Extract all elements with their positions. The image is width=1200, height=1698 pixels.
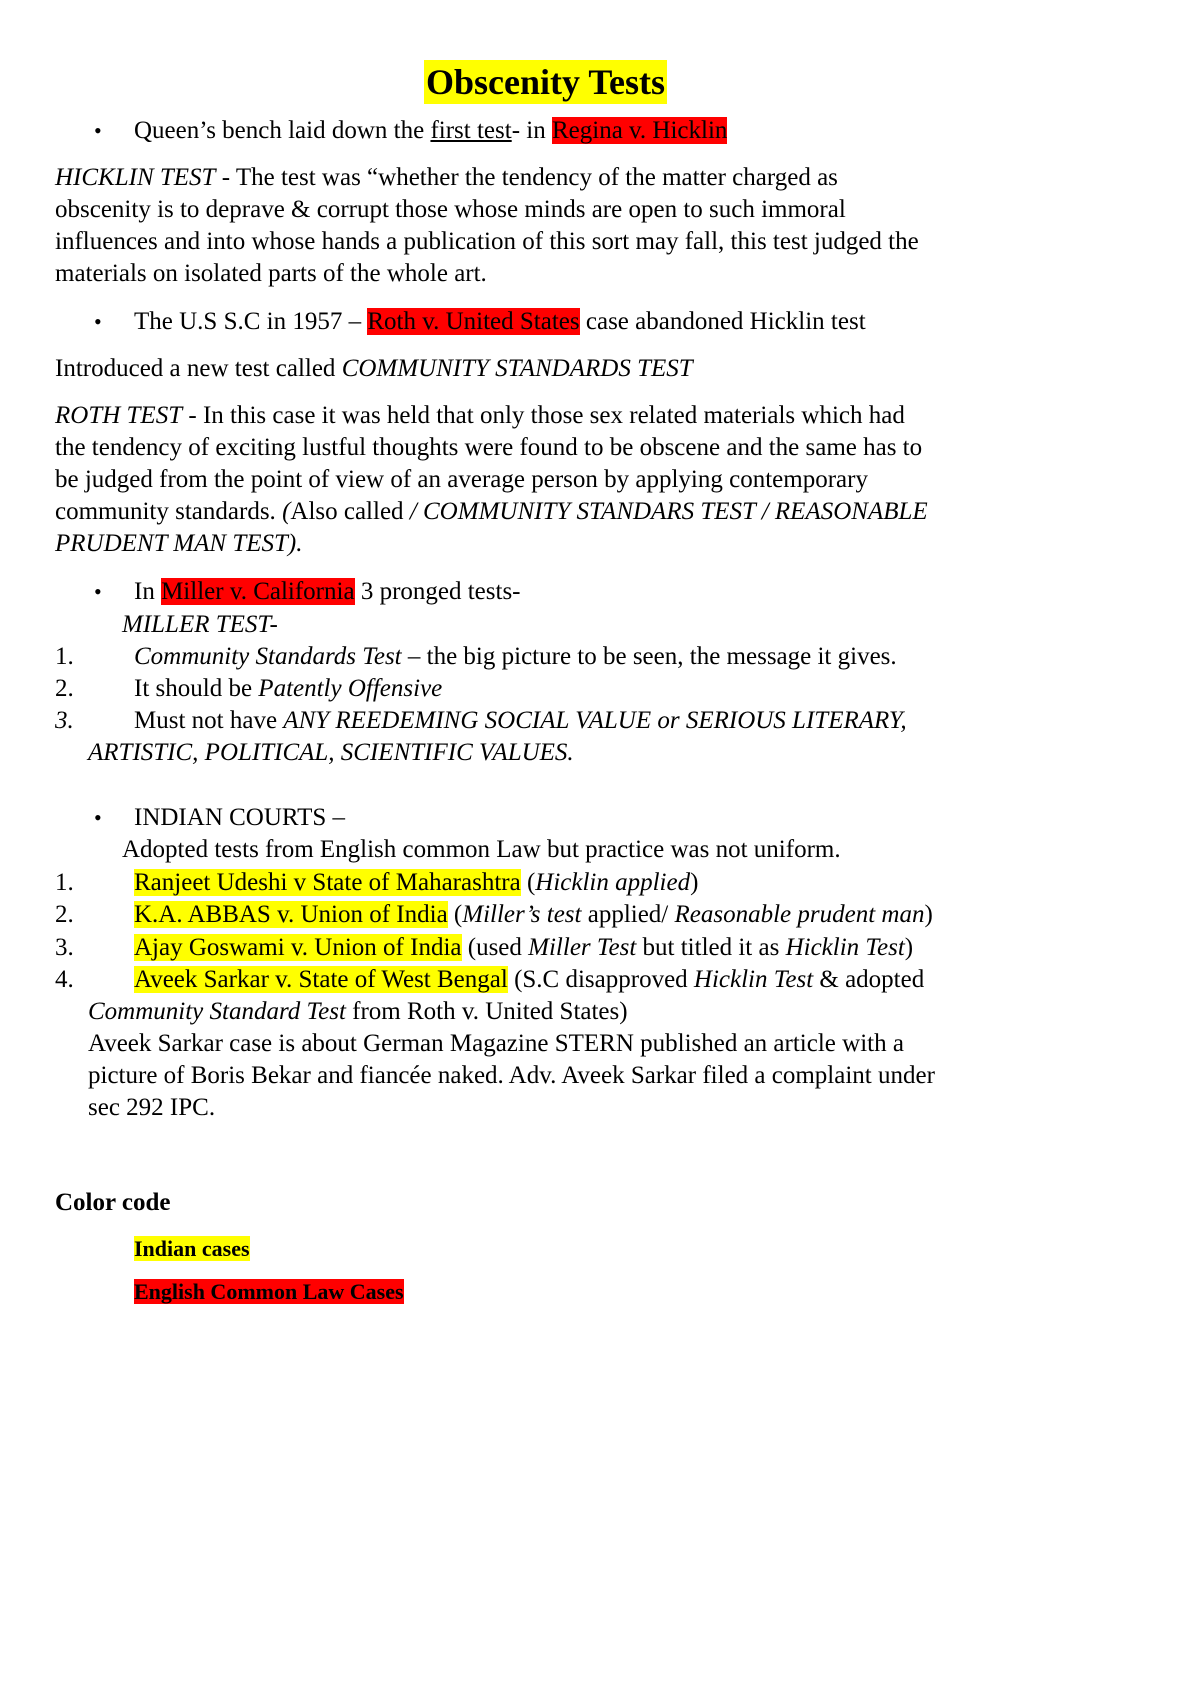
- bullet-3-text: In: [134, 578, 162, 605]
- bullet-icon: •: [94, 309, 102, 334]
- indian-item-4: [134, 965, 924, 995]
- color-code-indian: [134, 1234, 250, 1264]
- community-standard-test-label: Community Standard Test: [88, 998, 346, 1025]
- hicklin-test-label: HICKLIN TEST: [55, 164, 216, 191]
- indian-item-4-a: (S.C disapproved: [507, 966, 694, 993]
- indian-item-3-a: (used: [461, 934, 529, 961]
- miller-item-2-text: It should be: [134, 675, 259, 702]
- indian-courts-sub: Adopted tests from English common Law but practice was not uniform.: [122, 836, 841, 863]
- miller-item-1-italic: Community Standards Test: [134, 643, 402, 670]
- page-title: Obscenity Tests: [426, 62, 666, 102]
- hicklin-line-4: materials on isolated parts of the whole art.: [55, 260, 487, 287]
- hicklin-line-3: influences and into whose hands a publication of this sort may fall, this test judged the: [55, 228, 919, 255]
- case-ka-abbas: K.A. ABBAS v. Union of India: [134, 901, 448, 928]
- indian-item-2-b: applied/: [581, 901, 675, 928]
- list-number: 4.: [55, 966, 74, 993]
- community-standards-test-label: COMMUNITY STANDARDS TEST: [341, 355, 693, 382]
- miller-test-heading: MILLER TEST-: [122, 611, 278, 638]
- aveek-para-line-1: Aveek Sarkar case is about German Magazine STERN published an article with a: [88, 1030, 904, 1057]
- indian-item-2-a: (: [447, 901, 463, 928]
- bullet-4: INDIAN COURTS –: [134, 804, 345, 831]
- bullet-2: [134, 307, 866, 337]
- indian-item-3-c: ): [904, 934, 914, 961]
- list-number: 1.: [55, 869, 74, 896]
- roth-text-4b: (: [282, 498, 291, 525]
- roth-test-label: ROTH TEST: [55, 402, 183, 429]
- case-aveek-sarkar: Aveek Sarkar v. State of West Bengal: [134, 966, 508, 993]
- roth-text-4c: Also called: [290, 498, 410, 525]
- list-number: 2.: [55, 901, 74, 928]
- list-number: 1.: [55, 643, 74, 670]
- case-roth-v-united-states: Roth v. United States: [367, 308, 580, 335]
- indian-item-2-italic-1: Miller’s test: [462, 901, 582, 928]
- miller-item-2: [134, 674, 442, 704]
- roth-text-4a: community standards.: [55, 498, 283, 525]
- bullet-2-after: case abandoned Hicklin test: [579, 308, 866, 335]
- roth-text-1: - In this case it was held that only those sex related materials which had: [182, 402, 905, 429]
- aveek-para-line-3: sec 292 IPC.: [88, 1094, 216, 1121]
- miller-item-3-cont: ARTISTIC, POLITICAL, SCIENTIFIC VALUES.: [88, 739, 574, 766]
- list-number: 3.: [55, 707, 74, 734]
- miller-item-1-rest: – the big picture to be seen, the message it gives.: [401, 643, 897, 670]
- indian-item-3: [134, 933, 913, 963]
- bullet-1-text: Queen’s bench laid down the: [134, 117, 431, 144]
- indian-cases-swatch: Indian cases: [134, 1236, 250, 1261]
- case-ranjeet-udeshi: Ranjeet Udeshi v State of Maharashtra: [134, 869, 521, 896]
- hicklin-line-2: obscenity is to deprave & corrupt those whose minds are open to such immoral: [55, 196, 846, 223]
- case-ajay-goswami: Ajay Goswami v. Union of India: [134, 934, 462, 961]
- indian-item-2-c: ): [924, 901, 933, 928]
- roth-text-4d: / COMMUNITY STANDARS TEST / REASONABLE: [409, 498, 928, 525]
- miller-item-2-italic: Patently Offensive: [258, 675, 443, 702]
- hicklin-text-1: - The test was “whether the tendency of the matter charged as: [215, 164, 838, 191]
- indian-item-1-b: ): [690, 869, 699, 896]
- indian-item-2: [134, 900, 933, 930]
- bullet-2-text: The U.S S.C in 1957 –: [134, 308, 368, 335]
- indian-item-4-b: & adopted: [813, 966, 925, 993]
- indian-item-3-italic-1: Miller Test: [528, 934, 637, 961]
- bullet-icon: •: [94, 805, 102, 830]
- roth-line-2: the tendency of exciting lustful thoughts were found to be obscene and the same has to: [55, 434, 923, 461]
- indian-item-1-italic: Hicklin applied: [535, 869, 691, 896]
- indian-item-3-b: but titled it as: [636, 934, 786, 961]
- miller-item-3-text: Must not have: [134, 707, 284, 734]
- roth-line-5: PRUDENT MAN TEST).: [55, 530, 303, 557]
- aveek-para-line-2: picture of Boris Bekar and fiancée naked. Adv. Aveek Sarkar filed a complaint under: [88, 1062, 935, 1089]
- miller-item-1: [134, 642, 897, 672]
- miller-item-3: [134, 706, 907, 736]
- indian-item-4-italic: Hicklin Test: [693, 966, 814, 993]
- hicklin-line-1: [55, 163, 838, 193]
- case-regina-v-hicklin: Regina v. Hicklin: [551, 117, 728, 144]
- roth-line-4: [55, 497, 928, 527]
- indian-item-4-cont: [88, 997, 628, 1027]
- english-cases-swatch: English Common Law Cases: [134, 1279, 404, 1304]
- roth-line-3: be judged from the point of view of an average person by applying contemporary: [55, 466, 868, 493]
- bullet-icon: •: [94, 579, 102, 604]
- indian-item-3-italic-2: Hicklin Test: [785, 934, 905, 961]
- first-test-underlined: first test: [430, 117, 512, 144]
- indian-item-1: [134, 868, 698, 898]
- indian-item-2-italic-2: Reasonable prudent man: [674, 901, 925, 928]
- list-number: 2.: [55, 675, 74, 702]
- bullet-3-after: 3 pronged tests-: [354, 578, 521, 605]
- list-number: 3.: [55, 934, 74, 961]
- introduced-text: Introduced a new test called: [55, 355, 342, 382]
- color-code-heading: Color code: [55, 1189, 171, 1216]
- indian-item-4-cont-rest: from Roth v. United States): [345, 998, 628, 1025]
- bullet-1-mid: - in: [511, 117, 552, 144]
- roth-line-1: [55, 401, 905, 431]
- color-code-english: [134, 1277, 404, 1307]
- indian-item-1-a: (: [520, 869, 536, 896]
- bullet-1: [134, 116, 727, 146]
- bullet-3: [134, 577, 521, 607]
- miller-item-3-italic: ANY REEDEMING SOCIAL VALUE or SERIOUS LITERARY,: [283, 707, 907, 734]
- introduced-line: [55, 354, 693, 384]
- case-miller-v-california: Miller v. California: [161, 578, 355, 605]
- bullet-icon: •: [94, 118, 102, 143]
